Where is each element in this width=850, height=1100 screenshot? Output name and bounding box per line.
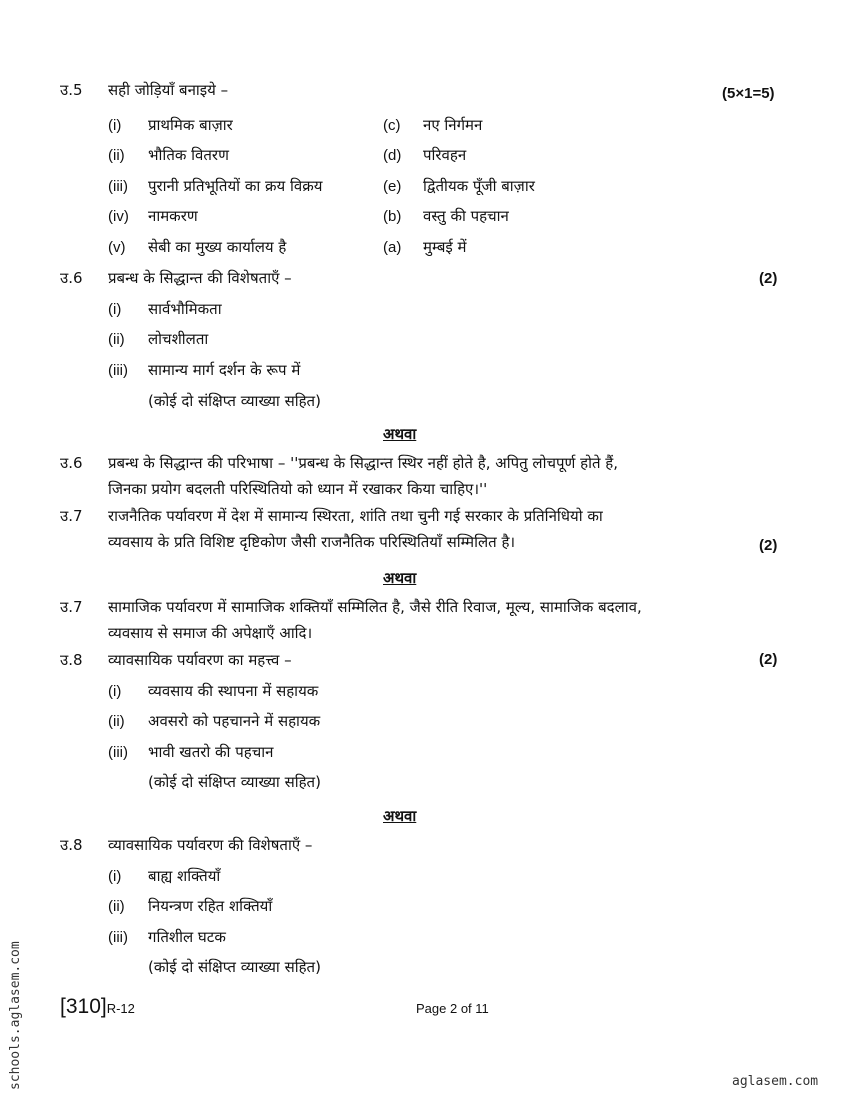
q5-row-left: प्राथमिक बाज़ार	[148, 116, 233, 134]
q5-row-left: पुरानी प्रतिभूतियों का क्रय विक्रय	[148, 177, 323, 195]
q5-title: सही जोड़ियाँ बनाइये –	[108, 81, 229, 99]
q5-marks: (5×1=5)	[722, 85, 775, 102]
q8b-item-text: बाह्य शक्तियाँ	[148, 867, 221, 885]
q5-row-left: भौतिक वितरण	[148, 146, 229, 164]
bottom-watermark: aglasem.com	[732, 1074, 819, 1089]
q8-item-text: भावी खतरो की पहचान	[148, 743, 274, 761]
q5-row-letter: (e)	[383, 178, 402, 195]
q5-row-letter: (a)	[383, 239, 402, 256]
q6b-number: उ.6	[60, 454, 83, 472]
q5-row-right: द्वितीयक पूँजी बाज़ार	[423, 177, 535, 195]
q5-row-right: नए निर्गमन	[423, 116, 483, 134]
q8-note: (कोई दो संक्षिप्त व्याख्या सहित)	[148, 773, 321, 791]
q5-row-left: नामकरण	[148, 207, 198, 225]
q8-item-num: (ii)	[108, 713, 125, 730]
q6b-line2: जिनका प्रयोग बदलती परिस्थितियो को ध्यान में रखाकर किया चाहिए।''	[108, 480, 488, 498]
q5-row-num: (i)	[108, 117, 122, 134]
q5-row-left: सेबी का मुख्य कार्यालय है	[148, 238, 287, 256]
q6-item-text: लोचशीलता	[148, 330, 209, 348]
q6-item-num: (i)	[108, 301, 122, 318]
side-watermark: schools.aglasem.com	[8, 941, 23, 1090]
q7-number: उ.7	[60, 507, 83, 525]
q5-number: उ.5	[60, 81, 83, 99]
q8b-item-num: (iii)	[108, 929, 128, 946]
q5-row-num: (iv)	[108, 208, 129, 225]
q5-row-letter: (d)	[383, 147, 402, 164]
q7b-line2: व्यवसाय से समाज की अपेक्षाएँ आदि।	[108, 624, 313, 642]
q6-number: उ.6	[60, 269, 83, 287]
q7-line2: व्यवसाय के प्रति विशिष्ट दृष्टिकोण जैसी राजनैतिक परिस्थितियाँ सम्मिलित है।	[108, 533, 516, 551]
q5-row-letter: (c)	[383, 117, 401, 134]
or-heading: अथवा	[383, 807, 417, 825]
q8-item-text: व्यवसाय की स्थापना में सहायक	[148, 682, 319, 700]
q8-item-text: अवसरो को पहचानने में सहायक	[148, 712, 321, 730]
q5-row-right: परिवहन	[423, 146, 467, 164]
q6-item-text: सार्वभौमिकता	[148, 300, 222, 318]
q6-item-text: सामान्य मार्ग दर्शन के रूप में	[148, 361, 301, 379]
q8b-note: (कोई दो संक्षिप्त व्याख्या सहित)	[148, 958, 321, 976]
q6-title: प्रबन्ध के सिद्धान्त की विशेषताएँ –	[108, 269, 292, 287]
q7-line1: राजनैतिक पर्यावरण में देश में सामान्य स्थिरता, शांति तथा चुनी गई सरकार के प्रतिनिधियो का	[108, 507, 603, 525]
q6b-line1: प्रबन्ध के सिद्धान्त की परिभाषा – ''प्रबन्ध के सिद्धान्त स्थिर नहीं होते है, अपितु लोचपूर्ण होते हैं,	[108, 454, 619, 472]
q8-marks: (2)	[759, 651, 778, 668]
q8b-item-num: (i)	[108, 868, 122, 885]
or-heading: अथवा	[383, 425, 417, 443]
paper-code-sub: R-12	[106, 1001, 135, 1016]
q8b-item-text: नियन्त्रण रहित शक्तियाँ	[148, 897, 273, 915]
q8-item-num: (i)	[108, 683, 122, 700]
q8b-item-num: (ii)	[108, 898, 125, 915]
q8-number: उ.8	[60, 651, 83, 669]
q7b-line1: सामाजिक पर्यावरण में सामाजिक शक्तियाँ सम्मिलित है, जैसे रीति रिवाज, मूल्य, सामाजिक बदलाव,	[108, 598, 642, 616]
page-number: Page 2 of 11	[416, 1001, 489, 1016]
q7-marks: (2)	[759, 537, 778, 554]
q8b-title: व्यावसायिक पर्यावरण की विशेषताएँ –	[108, 836, 313, 854]
q5-row-right: मुम्बई में	[423, 238, 467, 256]
q6-marks: (2)	[759, 270, 778, 287]
q5-row-num: (v)	[108, 239, 126, 256]
or-heading: अथवा	[383, 569, 417, 587]
q7b-number: उ.7	[60, 598, 83, 616]
q6-note: (कोई दो संक्षिप्त व्याख्या सहित)	[148, 392, 321, 410]
q6-item-num: (iii)	[108, 362, 128, 379]
q5-row-letter: (b)	[383, 208, 402, 225]
q5-row-num: (iii)	[108, 178, 128, 195]
q8-title: व्यावसायिक पर्यावरण का महत्त्व –	[108, 651, 292, 669]
q5-row-num: (ii)	[108, 147, 125, 164]
q8b-item-text: गतिशील घटक	[148, 928, 226, 946]
paper-code-number: [310]	[60, 995, 107, 1018]
q6-item-num: (ii)	[108, 331, 125, 348]
q8-item-num: (iii)	[108, 744, 128, 761]
q5-row-right: वस्तु की पहचान	[423, 207, 509, 225]
paper-code	[60, 995, 135, 1019]
q8b-number: उ.8	[60, 836, 83, 854]
